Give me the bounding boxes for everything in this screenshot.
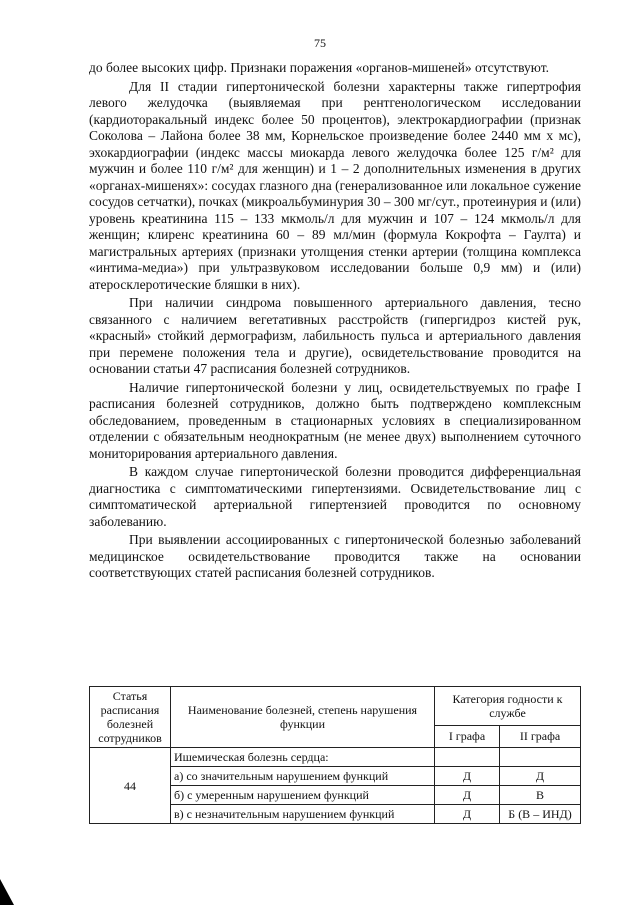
header-article: Статья расписания болезней сотрудников (90, 687, 171, 748)
fitness-category-table (89, 686, 581, 824)
row-name: б) с умеренным нарушением функций (171, 786, 435, 805)
paragraph: Наличие гипертонической болезни у лиц, освидетельствуемых по графе I расписания болезней сотрудников, должно быть подтверждено комплексным обследованием, проведенным в стационарных условиях в специализированном отделении с обязательным неоднократным (не менее двух) выполнением суточного мониторирования артериального давления. (89, 379, 581, 461)
paragraph: Для II стадии гипертонической болезни характерны также гипертрофия левого желудочка (выявляемая при рентгенологическом исследовании (кардиоторакальный индекс более 50 процентов), электрокардиографии (признак Соколова – Лайона более 38 мм, Корнельское произведение более 2440 мм х мс), эхокардиографии (индекс массы миокарда левого желудочка более 125 г/м² для мужчин и более 110 г/м² для женщин) и 1 – 2 дополнительных изменения в других «органах-мишенях»: сосудах глазного дна (генерализованное или локальное сужение сосудов сетчатки), почках (микроальбуминурия 30 – 300 мг/сут., протеинурия и (или) уровень креатинина 115 – 133 мкмоль/л для мужчин и 107 – 124 мкмоль/л для женщин; клиренс креатинина 60 – 89 мл/мин (формула Кокрофта – Гаулта) и магистральных артериях (признаки утолщения стенки артерии (толщина комплекса «интима-медиа») при ультразвуковом исследовании больше 0,9 мм) и (или) атеросклеротические бляшки в них). (89, 78, 582, 292)
disease-title: Ишемическая болезнь сердца: (171, 748, 435, 767)
row-col2-value: В (500, 786, 581, 805)
paragraph: до более высоких цифр. Признаки поражения «органов-мишеней» отсутствуют. (89, 60, 549, 75)
row-col2-value: Б (В – ИНД) (500, 805, 581, 824)
row-name: в) с незначительным нарушением функций (171, 805, 435, 824)
header-column-1: I графа (435, 725, 500, 747)
row-col1-value: Д (435, 786, 500, 805)
article-number: 44 (90, 748, 171, 824)
paragraph: При выявлении ассоциированных с гипертонической болезнью заболеваний медицинское освидетельствование проводится также на основании соответствующих статей расписания болезней сотрудников. (89, 532, 581, 580)
scan-edge-mark (0, 879, 14, 905)
paragraph: В каждом случае гипертонической болезни проводится дифференциальная диагностика с симптоматическими гипертензиями. Освидетельствование лиц с симптоматической артериальной гипертензией проводится по основному заболеванию. (89, 464, 581, 529)
row-col2-value: Д (500, 767, 581, 786)
page-number: 75 (314, 36, 326, 50)
header-fitness-category: Категория годности к службе (435, 687, 581, 726)
body-text (89, 60, 581, 584)
paragraph: При наличии синдрома повышенного артериального давления, тесно связанного с наличием вегетативных расстройств (гипергидроз кистей рук, «красный» стойкий дермографизм, лабильность пульса и артериального давления при перемене положения тела и другие), освидетельствование проводится на основании статьи 47 расписания болезней сотрудников. (89, 295, 581, 376)
header-column-2: II графа (500, 725, 581, 747)
header-disease-name: Наименование болезней, степень нарушения функции (171, 687, 435, 748)
row-name: а) со значительным нарушением функций (171, 767, 435, 786)
row-col1-value: Д (435, 805, 500, 824)
row-col1-value: Д (435, 767, 500, 786)
table-row (90, 748, 581, 767)
